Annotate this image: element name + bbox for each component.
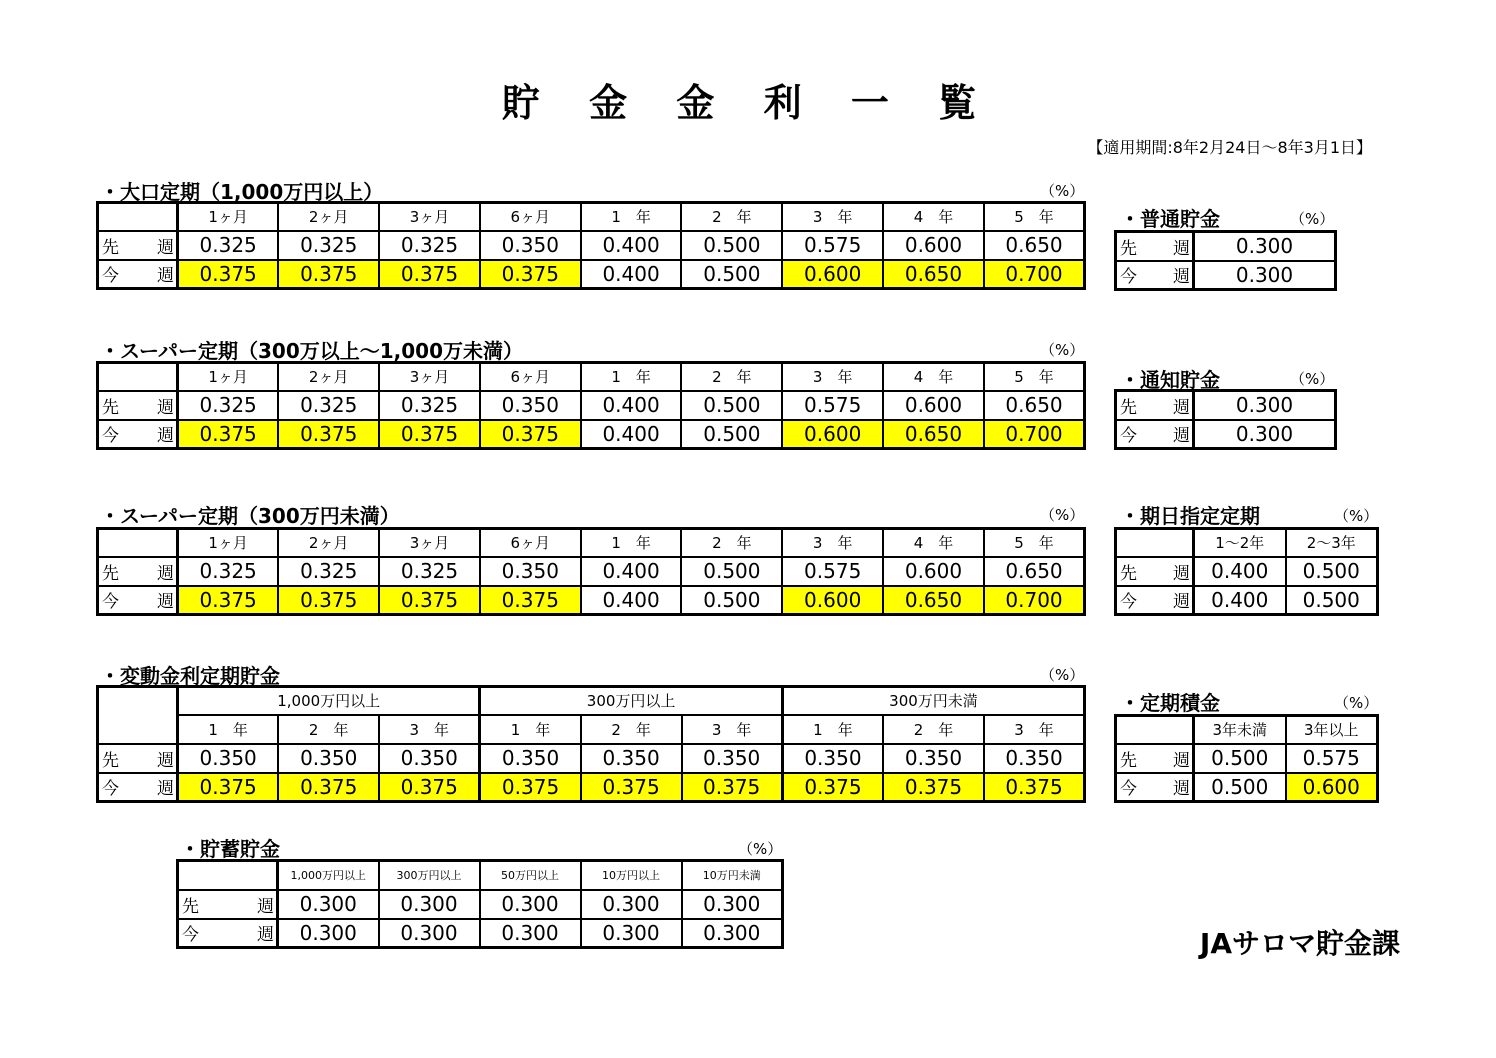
table-ooguchi xyxy=(96,201,1086,290)
term-header: 6ヶ月 xyxy=(480,363,581,391)
rate-cell: 0.650 xyxy=(984,231,1085,260)
rate-cell-changed: 0.375 xyxy=(178,586,279,615)
rate-cell-changed: 0.375 xyxy=(480,586,581,615)
group-header: 300万円以上 xyxy=(480,687,782,715)
sub-header-row xyxy=(98,715,1085,744)
rate-cell-changed: 0.700 xyxy=(984,260,1085,289)
section-title-futsu: ・普通貯金 xyxy=(1120,207,1220,231)
term-header: 2 年 xyxy=(681,363,782,391)
row-label-prev-week: 先 週 xyxy=(1116,232,1194,261)
rate-cell-changed: 0.375 xyxy=(379,586,480,615)
rate-cell: 0.350 xyxy=(682,744,783,773)
term-header: 5 年 xyxy=(984,363,1085,391)
this-week-row xyxy=(178,919,783,948)
unit-label: （%） xyxy=(1290,210,1335,228)
this-week-row xyxy=(98,420,1085,449)
rate-cell-changed: 0.375 xyxy=(782,773,883,802)
term-header: 5 年 xyxy=(984,203,1085,231)
rate-cell-changed: 0.375 xyxy=(278,420,379,449)
page-title: 貯 金 金 利 一 覧 xyxy=(501,81,995,125)
amount-header: 50万円以上 xyxy=(480,861,581,890)
row-label-prev-week: 先 週 xyxy=(98,557,178,586)
rate-cell-changed: 0.375 xyxy=(379,773,480,802)
rate-cell: 0.575 xyxy=(782,557,883,586)
term-header: 3年以上 xyxy=(1286,716,1378,744)
row-label-prev-week: 先 週 xyxy=(178,890,278,919)
rate-cell: 0.300 xyxy=(1194,420,1336,449)
row-label-this-week: 今 週 xyxy=(1116,773,1194,802)
term-header: 3 年 xyxy=(984,715,1085,744)
section-title-tsuchi: ・通知貯金 xyxy=(1120,368,1220,392)
section-title-teiki-tsumikin: ・定期積金 xyxy=(1120,691,1220,715)
rate-cell: 0.500 xyxy=(681,420,782,449)
rate-cell: 0.400 xyxy=(1194,557,1286,586)
rate-cell: 0.350 xyxy=(782,744,883,773)
this-week-row xyxy=(98,260,1085,289)
term-header: 4 年 xyxy=(883,529,984,557)
term-header: 2 年 xyxy=(681,529,782,557)
rate-cell-changed: 0.375 xyxy=(480,773,581,802)
row-label-prev-week: 先 週 xyxy=(98,744,178,773)
term-header: 6ヶ月 xyxy=(480,203,581,231)
rate-cell: 0.300 xyxy=(682,890,783,919)
rate-cell: 0.350 xyxy=(480,391,581,420)
prev-week-row xyxy=(1116,391,1336,420)
this-week-row xyxy=(1116,261,1336,290)
rate-cell: 0.300 xyxy=(278,890,379,919)
amount-header: 10万円以上 xyxy=(581,861,682,890)
rate-cell-changed: 0.375 xyxy=(278,586,379,615)
term-header: 2～3年 xyxy=(1286,529,1378,557)
rate-cell: 0.500 xyxy=(1286,557,1378,586)
rate-cell: 0.350 xyxy=(278,744,379,773)
group-header-row xyxy=(98,687,1085,715)
rate-cell: 0.400 xyxy=(581,391,682,420)
rate-cell: 0.500 xyxy=(1194,773,1286,802)
term-header: 2ヶ月 xyxy=(278,203,379,231)
rate-cell: 0.325 xyxy=(379,391,480,420)
rate-cell: 0.350 xyxy=(480,557,581,586)
term-header: 3ヶ月 xyxy=(379,203,480,231)
row-label-this-week: 今 週 xyxy=(98,773,178,802)
prev-week-row xyxy=(98,231,1085,260)
corner-cell xyxy=(1116,529,1194,557)
row-label-prev-week: 先 週 xyxy=(1116,391,1194,420)
section-title-hendou: ・変動金利定期貯金 xyxy=(100,664,280,688)
row-label-this-week: 今 週 xyxy=(98,260,178,289)
header-row xyxy=(98,203,1085,231)
rate-cell-changed: 0.700 xyxy=(984,586,1085,615)
this-week-row xyxy=(1116,420,1336,449)
rate-cell: 0.500 xyxy=(1194,744,1286,773)
row-label-prev-week: 先 週 xyxy=(98,391,178,420)
term-header: 5 年 xyxy=(984,529,1085,557)
term-header: 2 年 xyxy=(883,715,984,744)
rate-cell: 0.400 xyxy=(581,586,682,615)
corner-cell xyxy=(98,529,178,557)
amount-header: 1,000万円以上 xyxy=(278,861,379,890)
this-week-row xyxy=(1116,773,1378,802)
rate-cell: 0.500 xyxy=(681,391,782,420)
corner-cell xyxy=(1116,716,1194,744)
rate-cell-changed: 0.375 xyxy=(581,773,682,802)
rate-cell: 0.300 xyxy=(480,919,581,948)
term-header: 1 年 xyxy=(178,715,279,744)
rate-cell: 0.325 xyxy=(178,391,279,420)
table-futsu xyxy=(1114,230,1337,291)
corner-cell xyxy=(98,203,178,231)
table-super-mid xyxy=(96,361,1086,450)
row-label-this-week: 今 週 xyxy=(1116,586,1194,615)
rate-cell-changed: 0.375 xyxy=(178,773,279,802)
term-header: 6ヶ月 xyxy=(480,529,581,557)
rate-cell: 0.300 xyxy=(1194,261,1336,290)
term-header: 4 年 xyxy=(883,363,984,391)
unit-label: （%） xyxy=(1040,341,1085,359)
rate-cell: 0.300 xyxy=(379,919,480,948)
rate-cell: 0.300 xyxy=(682,919,783,948)
row-label-this-week: 今 週 xyxy=(178,919,278,948)
rate-cell: 0.650 xyxy=(984,557,1085,586)
rate-cell: 0.325 xyxy=(278,391,379,420)
term-header: 1 年 xyxy=(782,715,883,744)
term-header: 3 年 xyxy=(782,203,883,231)
rate-cell: 0.400 xyxy=(581,557,682,586)
rate-cell: 0.325 xyxy=(178,557,279,586)
unit-label: （%） xyxy=(1040,182,1085,200)
prev-week-row xyxy=(178,890,783,919)
term-header: 3 年 xyxy=(782,529,883,557)
prev-week-row xyxy=(98,744,1085,773)
rate-cell: 0.300 xyxy=(1194,391,1336,420)
rate-cell: 0.300 xyxy=(1194,232,1336,261)
rate-cell: 0.325 xyxy=(278,231,379,260)
rate-cell: 0.350 xyxy=(480,231,581,260)
applicable-period: 【適用期間:8年2月24日～8年3月1日】 xyxy=(1087,138,1372,157)
unit-label: （%） xyxy=(1290,370,1335,388)
section-title-super-mid: ・スーパー定期（300万以上～1,000万未満） xyxy=(100,339,524,363)
rate-cell: 0.600 xyxy=(883,391,984,420)
rate-cell: 0.325 xyxy=(278,557,379,586)
rate-cell: 0.400 xyxy=(581,231,682,260)
term-header: 1～2年 xyxy=(1194,529,1286,557)
rate-cell-changed: 0.650 xyxy=(883,420,984,449)
corner-cell xyxy=(178,861,278,890)
this-week-row xyxy=(1116,586,1378,615)
rate-cell: 0.500 xyxy=(1286,586,1378,615)
header-row xyxy=(178,861,783,890)
rate-cell-changed: 0.375 xyxy=(178,420,279,449)
unit-label: （%） xyxy=(738,840,783,858)
rate-cell: 0.300 xyxy=(278,919,379,948)
rate-cell-changed: 0.650 xyxy=(883,586,984,615)
prev-week-row xyxy=(1116,232,1336,261)
prev-week-row xyxy=(1116,744,1378,773)
rate-cell-changed: 0.375 xyxy=(682,773,783,802)
term-header: 4 年 xyxy=(883,203,984,231)
section-title-chochiku: ・貯蓄貯金 xyxy=(180,837,280,861)
rate-cell: 0.300 xyxy=(581,890,682,919)
corner-cell xyxy=(98,363,178,391)
unit-label: （%） xyxy=(1040,506,1085,524)
term-header: 2ヶ月 xyxy=(278,529,379,557)
amount-header: 10万円未満 xyxy=(682,861,783,890)
unit-label: （%） xyxy=(1334,694,1379,712)
this-week-row xyxy=(98,773,1085,802)
term-header: 1ヶ月 xyxy=(178,363,279,391)
rate-cell: 0.350 xyxy=(883,744,984,773)
rate-cell: 0.325 xyxy=(379,557,480,586)
group-header: 1,000万円以上 xyxy=(178,687,480,715)
rate-cell: 0.350 xyxy=(581,744,682,773)
row-label-this-week: 今 週 xyxy=(98,420,178,449)
term-header: 3 年 xyxy=(379,715,480,744)
term-header: 2 年 xyxy=(278,715,379,744)
rate-cell: 0.650 xyxy=(984,391,1085,420)
rate-cell: 0.500 xyxy=(681,260,782,289)
header-row xyxy=(1116,716,1378,744)
rate-cell-changed: 0.375 xyxy=(178,260,279,289)
rate-cell: 0.600 xyxy=(883,231,984,260)
term-header: 3ヶ月 xyxy=(379,529,480,557)
unit-label: （%） xyxy=(1040,666,1085,684)
table-hendou xyxy=(96,685,1086,803)
rate-cell: 0.500 xyxy=(681,586,782,615)
rate-cell: 0.400 xyxy=(581,420,682,449)
header-row xyxy=(98,363,1085,391)
rate-cell-changed: 0.375 xyxy=(278,773,379,802)
row-label-this-week: 今 週 xyxy=(98,586,178,615)
rate-cell: 0.350 xyxy=(379,744,480,773)
table-kijitsu xyxy=(1114,527,1379,616)
term-header: 1ヶ月 xyxy=(178,529,279,557)
row-label-prev-week: 先 週 xyxy=(1116,557,1194,586)
rate-cell-changed: 0.700 xyxy=(984,420,1085,449)
issuer-signature: JAサロマ貯金課 xyxy=(1199,927,1400,960)
rate-cell: 0.325 xyxy=(379,231,480,260)
rate-cell-changed: 0.600 xyxy=(782,586,883,615)
header-row xyxy=(98,529,1085,557)
prev-week-row xyxy=(1116,557,1378,586)
rate-cell: 0.575 xyxy=(782,391,883,420)
header-row xyxy=(1116,529,1378,557)
rate-cell: 0.500 xyxy=(681,557,782,586)
rate-cell-changed: 0.375 xyxy=(883,773,984,802)
section-title-kijitsu: ・期日指定定期 xyxy=(1120,504,1260,528)
rate-cell: 0.500 xyxy=(681,231,782,260)
rate-cell: 0.400 xyxy=(1194,586,1286,615)
rate-cell: 0.300 xyxy=(379,890,480,919)
rate-cell: 0.400 xyxy=(581,260,682,289)
row-label-prev-week: 先 週 xyxy=(1116,744,1194,773)
group-header: 300万円未満 xyxy=(782,687,1084,715)
term-header: 1 年 xyxy=(581,363,682,391)
term-header: 1 年 xyxy=(581,529,682,557)
rate-cell-changed: 0.600 xyxy=(1286,773,1378,802)
table-chochiku xyxy=(176,859,784,949)
term-header: 3ヶ月 xyxy=(379,363,480,391)
rate-cell-changed: 0.375 xyxy=(480,420,581,449)
term-header: 2 年 xyxy=(581,715,682,744)
table-super-small xyxy=(96,527,1086,616)
unit-label: （%） xyxy=(1334,507,1379,525)
row-label-prev-week: 先 週 xyxy=(98,231,178,260)
rate-cell-changed: 0.600 xyxy=(782,260,883,289)
rate-cell: 0.575 xyxy=(782,231,883,260)
rate-cell: 0.350 xyxy=(984,744,1085,773)
amount-header: 300万円以上 xyxy=(379,861,480,890)
rate-cell: 0.350 xyxy=(178,744,279,773)
section-title-super-small: ・スーパー定期（300万円未満） xyxy=(100,504,400,528)
rate-cell-changed: 0.375 xyxy=(379,420,480,449)
this-week-row xyxy=(98,586,1085,615)
row-label-this-week: 今 週 xyxy=(1116,420,1194,449)
section-title-ooguchi: ・大口定期（1,000万円以上） xyxy=(100,180,384,204)
term-header: 1 年 xyxy=(480,715,581,744)
rate-cell-changed: 0.600 xyxy=(782,420,883,449)
rate-cell-changed: 0.375 xyxy=(480,260,581,289)
rate-cell: 0.600 xyxy=(883,557,984,586)
term-header: 2 年 xyxy=(681,203,782,231)
rate-cell-changed: 0.375 xyxy=(278,260,379,289)
rate-cell: 0.300 xyxy=(581,919,682,948)
corner-cell xyxy=(98,687,178,744)
term-header: 1 年 xyxy=(581,203,682,231)
rate-cell-changed: 0.650 xyxy=(883,260,984,289)
rate-cell-changed: 0.375 xyxy=(379,260,480,289)
rate-cell-changed: 0.375 xyxy=(984,773,1085,802)
term-header: 2ヶ月 xyxy=(278,363,379,391)
term-header: 3 年 xyxy=(682,715,783,744)
table-tsuchi xyxy=(1114,389,1337,450)
rate-cell: 0.575 xyxy=(1286,744,1378,773)
term-header: 3 年 xyxy=(782,363,883,391)
row-label-this-week: 今 週 xyxy=(1116,261,1194,290)
rate-cell: 0.300 xyxy=(480,890,581,919)
term-header: 3年未満 xyxy=(1194,716,1286,744)
term-header: 1ヶ月 xyxy=(178,203,279,231)
rate-cell: 0.350 xyxy=(480,744,581,773)
prev-week-row xyxy=(98,557,1085,586)
prev-week-row xyxy=(98,391,1085,420)
table-teiki-tsumikin xyxy=(1114,714,1379,803)
rate-cell: 0.325 xyxy=(178,231,279,260)
